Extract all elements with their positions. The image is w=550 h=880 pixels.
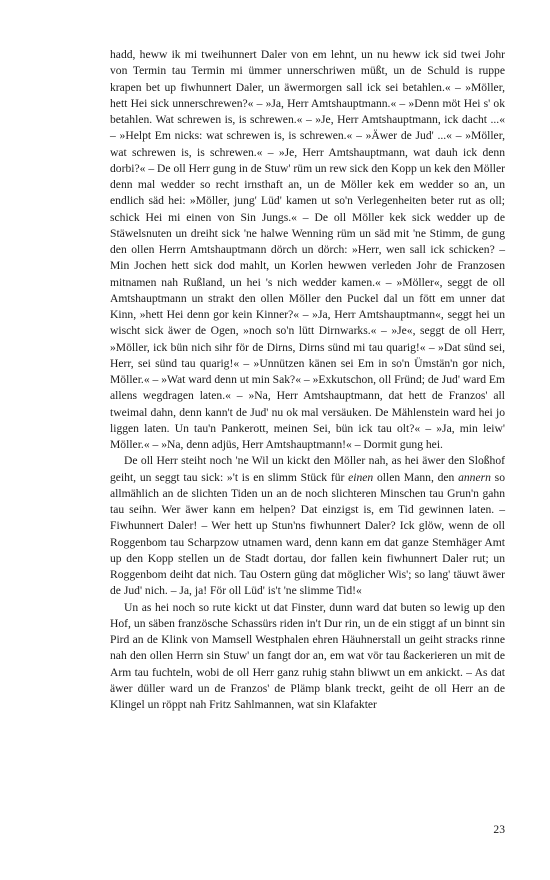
text-run: Un as hei noch so rute kickt ut dat Finster, dunn ward dat buten so lewig up den Hof, un säben französche Schassürs riden in't Dur rin, un de ein stiggt af un binnt sin Pird an de Klink von Mamsell Westphalen ehren Häuhnerstall un geiht stracks rinne nah den ollen Herrn sin Stuw' un fangt dor an, em wat vör tau ßackerieren un mit de Arm tau fuchteln, wobi de oll Herr ganz ruhig stahn bliwwt un em ankickt. – As dat äwer düller ward un de Franzos' de Plämp blank treckt, geiht de oll Herr an de Klingel un röppt nah Fritz Sahlmannen, wat sin Klafakter [110, 600, 505, 711]
emphasized-text: annern [458, 470, 491, 484]
text-run: De oll Herr steiht noch 'ne Wil un kickt den Möller nah, as hei äwer den Sloßhof geiht, un seggt tau sick: »'t is en slimm Stück für [110, 454, 505, 484]
text-run: hadd, heww ik mi tweihunnert Daler von em lehnt, un nu heww ick sid twei Johr von Termin tau Termin mi ümmer unnerschriwen müßt, un de Schuld is ruppe krapen bet up fiwhunnert Daler, un äwermorgen sall ick sei betahlen.« – »Möller, hett Hei sick unnerschrewen?« – »Ja, Herr Amtshauptmann.« – »Denn möt Hei s' ok betahlen. Wat schrewen is, is schrewen.« – »Je, Herr Amtshauptmann, ick dacht ...« – »Helpt Em nicks: wat schrewen is, is schrewen.« – »Äwer de Jud' ...« – »Möller, wat schrewen is, is schrewen.« – »Je, Herr Amtshauptmann, wat dauh ick denn dorbi?« – De oll Herr gung in de Stuw' rüm un rew sick den Kopp un kek den Möller denn mal wedder so recht irnsthaft an, un de Möller kek em wedder so an, un endlich säd hei: »Möller, jung' Lüd' kamen ut so'n Verlegenheiten beter rut as oll; schick Hei mi einen von Sin Jungs.« – De oll Möller kek sick wedder up de Stäwelsnuten un dreiht sick 'ne halwe Wenning rüm un säd mit 'ne Stimm, de gung den ollen Herrn Amtshauptmann dörch un dörch: »Herr, wen sall ick schicken? – Min Jochen hett sick dod mahlt, un Korlen hewwen verleden Johr de Franzosen mitnamen nah Rußland, un hei 's nich wedder kamen.« – »Möller«, seggt de oll Amtshauptmann un strakt den ollen Möller den Puckel dal un fött em unner dat Kinn, »hett Hei denn gor kein Kinner?« – »Ja, Herr Amtshauptmann«, seggt hei un wischt sick äwer de Ogen, »noch so'n lütt Dirnwarks.« – »Je«, seggt de oll Herr, »Möller, ick bün nich sihr för de Dirns, Dirns sünd mi tau quarig!« – »Dat sünd sei, Herr, sei sünd tau quarig!« – »Unnützen känen sei Em in so'n Ümstän'n gor nich, Möller.« – »Wat ward denn ut min Sak?« – »Exkutschon, oll Fründ; de Jud' ward Em allens wegdragen laten.« – »Na, Herr Amtshauptmann, dat hett de Franzos' all tweimal dahn, denn kann't de Jud' nu ok mal versäuken. De Mählenstein ward hei jo liggen laten. Un tau'n Pankerott, meinen Sei, bün ick tau olt?« – »Ja, min leiw' Möller.« – »Na, denn adjüs, Herr Amtshauptmann!« – Dormit gung hei. [110, 48, 505, 451]
text-run: so allmählich an de slichten Tiden un an de noch slichteren Minschen tau Grun'n gahn tau seihn. Wer äwer kann em helpen? Dat einzigst is, em Tid gewinnen laten. – Fiwhunnert Daler! – Wer hett up Stun'ns fiwhunnert Daler? Ick glöw, wenn de oll Roggenbom tau Scharpzow utnamen ward, denn kann em dat ganze Stemhäger Amt up den Kopp stellen un de Stadt dortau, dor fallen kein fiwhunnert Daler rut; un Roggenbom deiht dat nich. Tau Ostern güng dat möglicher Wis'; so lang' täuwt äwer de Jud' nich. – Ja, ja! För oll Lüd' is't 'ne slimme Tid!« [110, 470, 505, 598]
page-number: 23 [493, 823, 505, 836]
emphasized-text: einen [348, 470, 374, 484]
paragraph [110, 453, 505, 599]
page-text [110, 47, 505, 713]
text-run: ollen Mann, den [373, 470, 459, 484]
paragraph [110, 600, 505, 714]
paragraph [110, 47, 505, 453]
